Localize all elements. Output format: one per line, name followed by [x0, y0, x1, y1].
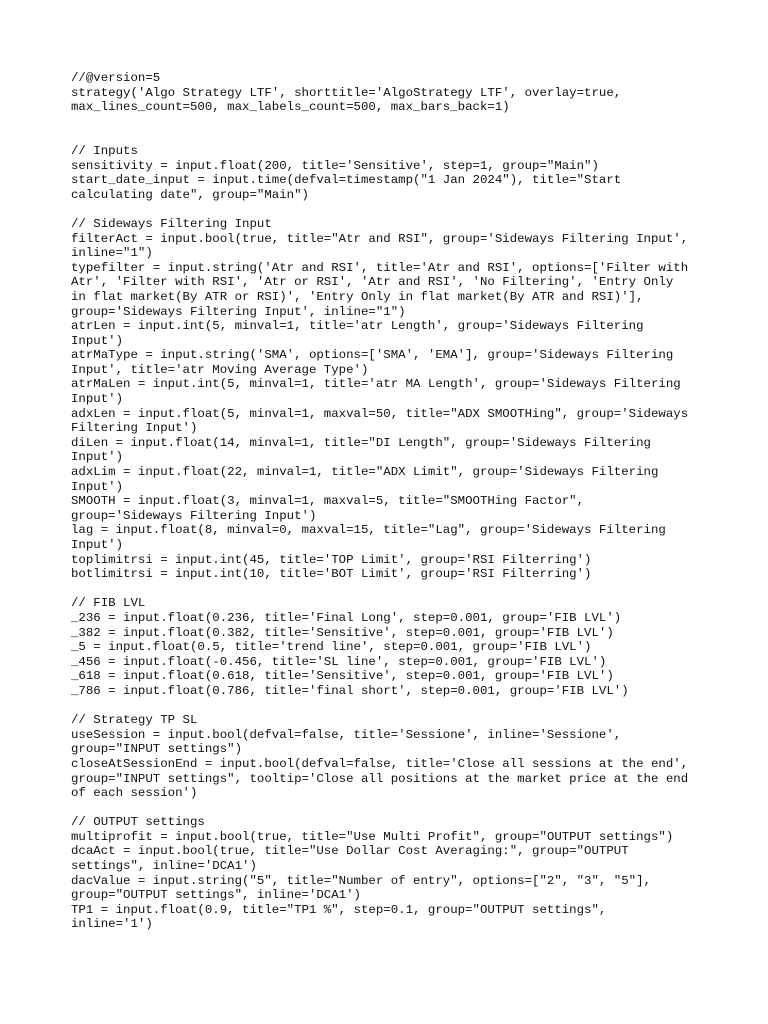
code-line: inline='1') — [71, 917, 153, 932]
code-line: of each session') — [71, 786, 198, 801]
code-line: Input') — [71, 450, 124, 465]
code-line: Input') — [71, 479, 124, 494]
code-comment: // FIB LVL — [71, 596, 146, 611]
code-line: closeAtSessionEnd = input.bool(defval=false, title='Close all sessions at the end', — [71, 756, 689, 771]
blank-line — [71, 582, 711, 597]
code-line: filterAct = input.bool(true, title="Atr and RSI", group='Sideways Filtering Input', — [71, 231, 689, 246]
code-line: _456 = input.float(-0.456, title='SL line', step=0.001, group='FIB LVL') — [71, 654, 607, 669]
code-line: Input') — [71, 538, 124, 552]
code-line: useSession = input.bool(defval=false, title='Sessione', inline='Sessione', — [71, 727, 622, 742]
code-line: dcaAct = input.bool(true, title="Use Dollar Cost Averaging:", group="OUTPUT — [71, 844, 629, 859]
code-line: typefilter = input.string('Atr and RSI', title='Atr and RSI', options=['Filter with — [71, 260, 689, 275]
code-line: adxLim = input.float(22, minval=1, title="ADX Limit", group='Sideways Filtering — [71, 465, 659, 480]
code-line: calculating date", group="Main") — [71, 187, 309, 202]
code-line: lag = input.float(8, minval=0, maxval=15, title="Lag", group='Sideways Filtering — [71, 523, 666, 538]
code-line: diLen = input.float(14, minval=1, title="DI Length", group='Sideways Filtering — [71, 435, 651, 450]
code-line: atrMaType = input.string('SMA', options=['SMA', 'EMA'], group='Sideways Filtering — [71, 348, 674, 363]
code-line: start_date_input = input.time(defval=timestamp("1 Jan 2024"), title="Start — [71, 173, 622, 188]
code-line: group='Sideways Filtering Input') — [71, 508, 317, 523]
code-listing — [71, 71, 711, 932]
blank-line — [71, 115, 711, 130]
code-line: in flat market(By ATR or RSI)', 'Entry Only in flat market(By ATR and RSI)'], — [71, 289, 644, 304]
code-line: sensitivity = input.float(200, title='Sensitive', step=1, group="Main") — [71, 158, 599, 173]
code-line: settings", inline='DCA1') — [71, 859, 257, 874]
code-line: atrLen = input.int(5, minval=1, title='atr Length', group='Sideways Filtering — [71, 319, 644, 334]
blank-line — [71, 202, 711, 217]
code-line: _382 = input.float(0.382, title='Sensitive', step=0.001, group='FIB LVL') — [71, 625, 614, 640]
code-comment: // OUTPUT settings — [71, 815, 205, 830]
code-line: Input') — [71, 392, 124, 407]
code-line: dacValue = input.string("5", title="Number of entry", options=["2", "3", "5"], — [71, 873, 651, 888]
code-line: _786 = input.float(0.786, title='final short', step=0.001, group='FIB LVL') — [71, 683, 629, 698]
code-line: inline="1") — [71, 246, 153, 261]
code-line: max_lines_count=500, max_labels_count=500, max_bars_back=1) — [71, 100, 510, 115]
code-line: _618 = input.float(0.618, title='Sensitive', step=0.001, group='FIB LVL') — [71, 669, 614, 684]
code-line: Input', title='atr Moving Average Type') — [71, 362, 369, 377]
code-comment: // Inputs — [71, 143, 138, 158]
code-comment: // Sideways Filtering Input — [71, 216, 272, 231]
code-line: group='Sideways Filtering Input', inline="1") — [71, 304, 406, 319]
code-line: Atr', 'Filter with RSI', 'Atr or RSI', 'Atr and RSI', 'No Filtering', 'Entry Only — [71, 275, 674, 290]
code-line: TP1 = input.float(0.9, title="TP1 %", step=0.1, group="OUTPUT settings", — [71, 902, 607, 917]
code-line: _236 = input.float(0.236, title='Final Long', step=0.001, group='FIB LVL') — [71, 610, 622, 625]
code-line: SMOOTH = input.float(3, minval=1, maxval=5, title="SMOOTHing Factor", — [71, 494, 585, 509]
code-line: group="OUTPUT settings", inline='DCA1') — [71, 888, 361, 903]
code-comment: // Strategy TP SL — [71, 713, 198, 728]
code-line: strategy('Algo Strategy LTF', shorttitle='AlgoStrategy LTF', overlay=true, — [71, 85, 622, 100]
code-line: Input') — [71, 333, 124, 348]
code-line: adxLen = input.float(5, minval=1, maxval=50, title="ADX SMOOTHing", group='Sideways — [71, 406, 689, 421]
blank-line — [71, 129, 711, 144]
code-line: group="INPUT settings") — [71, 742, 243, 757]
code-line: Filtering Input') — [71, 421, 198, 436]
code-line: group="INPUT settings", tooltip='Close all positions at the market price at the end — [71, 771, 689, 786]
code-line: botlimitrsi = input.int(10, title='BOT Limit', group='RSI Filterring') — [71, 567, 592, 582]
code-line: multiprofit = input.bool(true, title="Use Multi Profit", group="OUTPUT settings") — [71, 829, 674, 844]
code-line: toplimitrsi = input.int(45, title='TOP Limit', group='RSI Filterring') — [71, 552, 592, 567]
code-line: atrMaLen = input.int(5, minval=1, title='atr MA Length', group='Sideways Filtering — [71, 377, 681, 392]
code-line: _5 = input.float(0.5, title='trend line', step=0.001, group='FIB LVL') — [71, 640, 592, 655]
code-line: //@version=5 — [71, 71, 161, 85]
blank-line — [71, 699, 711, 714]
blank-line — [71, 801, 711, 816]
